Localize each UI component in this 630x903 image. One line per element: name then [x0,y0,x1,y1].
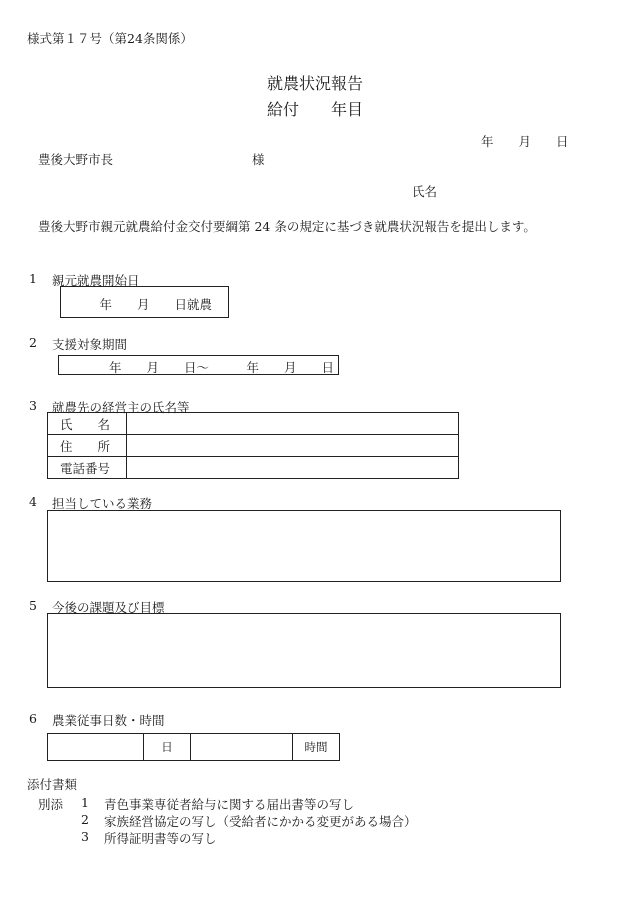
section-3-label: 就農先の経営主の氏名等 [52,400,190,415]
section-4-label: 担当している業務 [52,496,153,511]
section-2-label: 支援対象期間 [52,337,128,352]
attachment-item-text: 家族経営協定の写し（受給者にかかる変更がある場合） [104,814,417,829]
operator-address-field[interactable] [127,435,459,457]
section-6-label: 農業従事日数・時間 [52,713,165,728]
table-row [48,413,459,435]
table-row [48,435,459,457]
work-hours-unit: 時間 [293,734,340,761]
operator-phone-field[interactable] [127,457,459,479]
start-date-text: 年 月 日就農 [99,297,212,312]
table-row [48,457,459,479]
attachment-item-number: 1 [81,795,89,810]
date-line: 年 月 日 [481,134,569,149]
form-title: 就農状況報告 [266,74,363,93]
section-1-number: 1 [29,271,37,286]
attachment-item-text: 所得証明書等の写し [104,831,217,846]
start-date-box[interactable] [60,286,229,318]
operator-name-label: 氏 名 [48,413,127,435]
attachments-prefix: 別添 [38,797,64,812]
operator-name-field[interactable] [127,413,459,435]
work-days-unit: 日 [144,734,191,761]
operator-address-label: 住 所 [48,435,127,457]
section-5-label: 今後の課題及び目標 [52,600,165,615]
recipient: 豊後大野市長 [38,152,114,167]
statement: 豊後大野市親元就農給付金交付要綱第 24 条の規定に基づき就農状況報告を提出します。 [38,219,536,234]
table-row [48,734,340,761]
section-6-number: 6 [29,711,37,726]
form-number: 様式第１７号（第24条関係） [27,31,193,46]
attachments-heading: 添付書類 [27,777,78,792]
operator-phone-label: 電話番号 [48,457,127,479]
attachment-item-number: 2 [81,812,89,827]
section-4-number: 4 [29,494,37,509]
work-hours-field[interactable] [191,734,293,761]
name-label: 氏名 [412,184,438,199]
section-2-number: 2 [29,335,37,350]
section-5-number: 5 [29,598,37,613]
goals-textbox[interactable] [47,613,561,688]
section-1-label: 親元就農開始日 [52,273,140,288]
work-days-field[interactable] [48,734,144,761]
duties-textbox[interactable] [47,510,561,582]
section-3-number: 3 [29,398,37,413]
honorific: 様 [252,152,265,167]
work-time-table [47,733,340,761]
support-period-box[interactable] [58,355,339,375]
form-subtitle: 給付 年目 [266,100,363,119]
attachment-item-number: 3 [81,829,89,844]
operator-info-table [47,412,459,479]
support-period-text: 年 月 日～ 年 月 日 [108,360,334,375]
attachment-item-text: 青色事業専従者給与に関する届出書等の写し [104,797,355,812]
